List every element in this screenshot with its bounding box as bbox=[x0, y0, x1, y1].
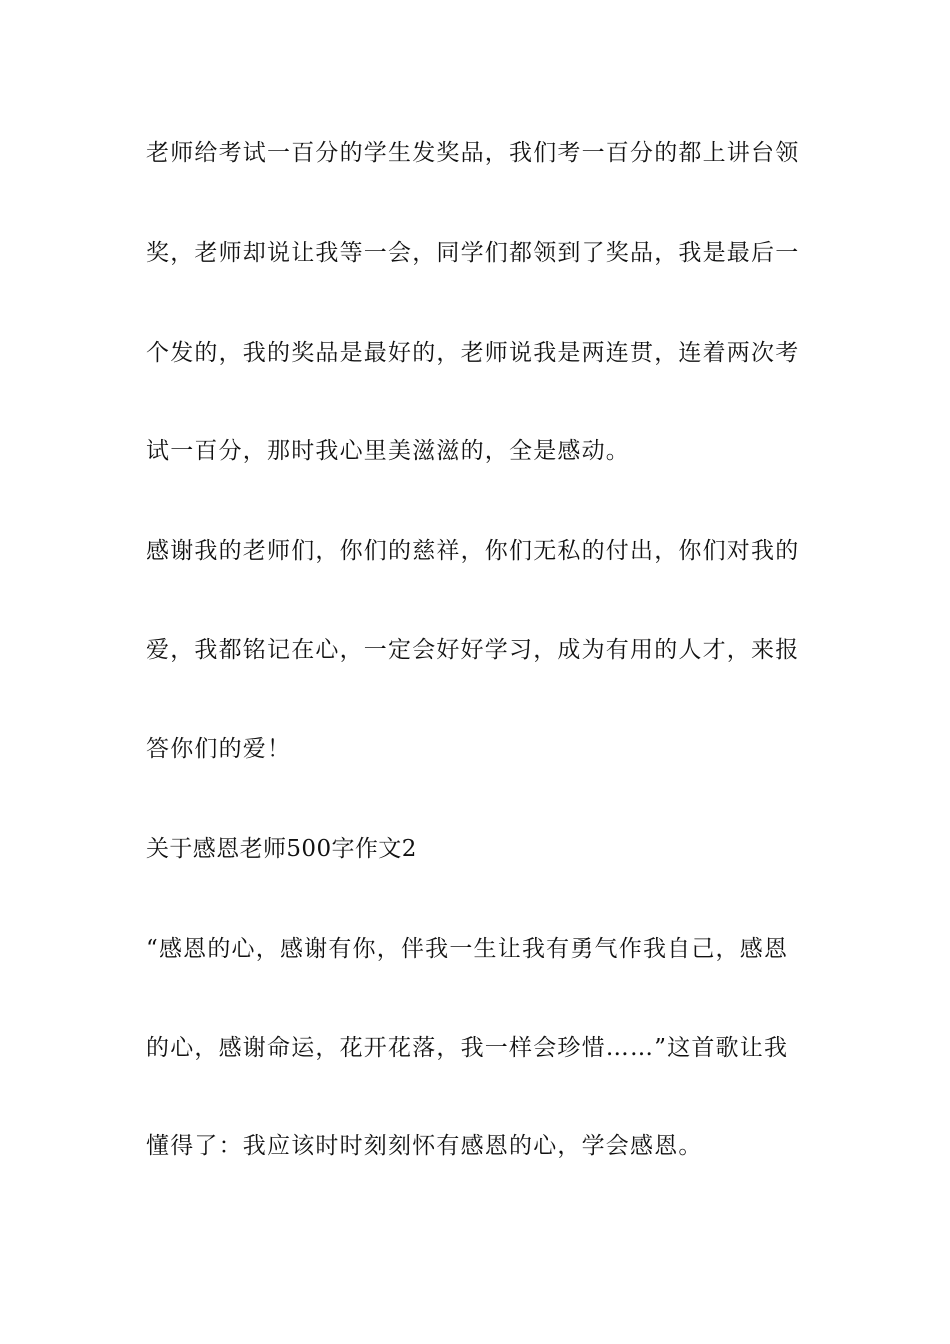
section-heading: 关于感恩老师500字作文2 bbox=[146, 836, 417, 862]
paragraph-2-line-3: 答你们的爱！ bbox=[146, 736, 292, 762]
paragraph-1-line-3: 个发的，我的奖品是最好的，老师说我是两连贯，连着两次考 bbox=[146, 340, 800, 366]
paragraph-3-line-1: “感恩的心，感谢有你，伴我一生让我有勇气作我自己，感恩 bbox=[146, 936, 789, 962]
paragraph-2-line-2: 爱，我都铭记在心，一定会好好学习，成为有用的人才，来报 bbox=[146, 637, 800, 663]
paragraph-1-line-4: 试一百分，那时我心里美滋滋的，全是感动。 bbox=[146, 438, 630, 464]
paragraph-1-line-2: 奖，老师却说让我等一会，同学们都领到了奖品，我是最后一 bbox=[146, 240, 800, 266]
paragraph-1-line-1: 老师给考试一百分的学生发奖品，我们考一百分的都上讲台领 bbox=[146, 140, 800, 166]
paragraph-2-line-1: 感谢我的老师们，你们的慈祥，你们无私的付出，你们对我的 bbox=[146, 538, 800, 564]
paragraph-3-line-2: 的心，感谢命运，花开花落，我一样会珍惜……”这首歌让我 bbox=[146, 1035, 789, 1061]
paragraph-3-line-3: 懂得了：我应该时时刻刻怀有感恩的心，学会感恩。 bbox=[146, 1133, 703, 1159]
